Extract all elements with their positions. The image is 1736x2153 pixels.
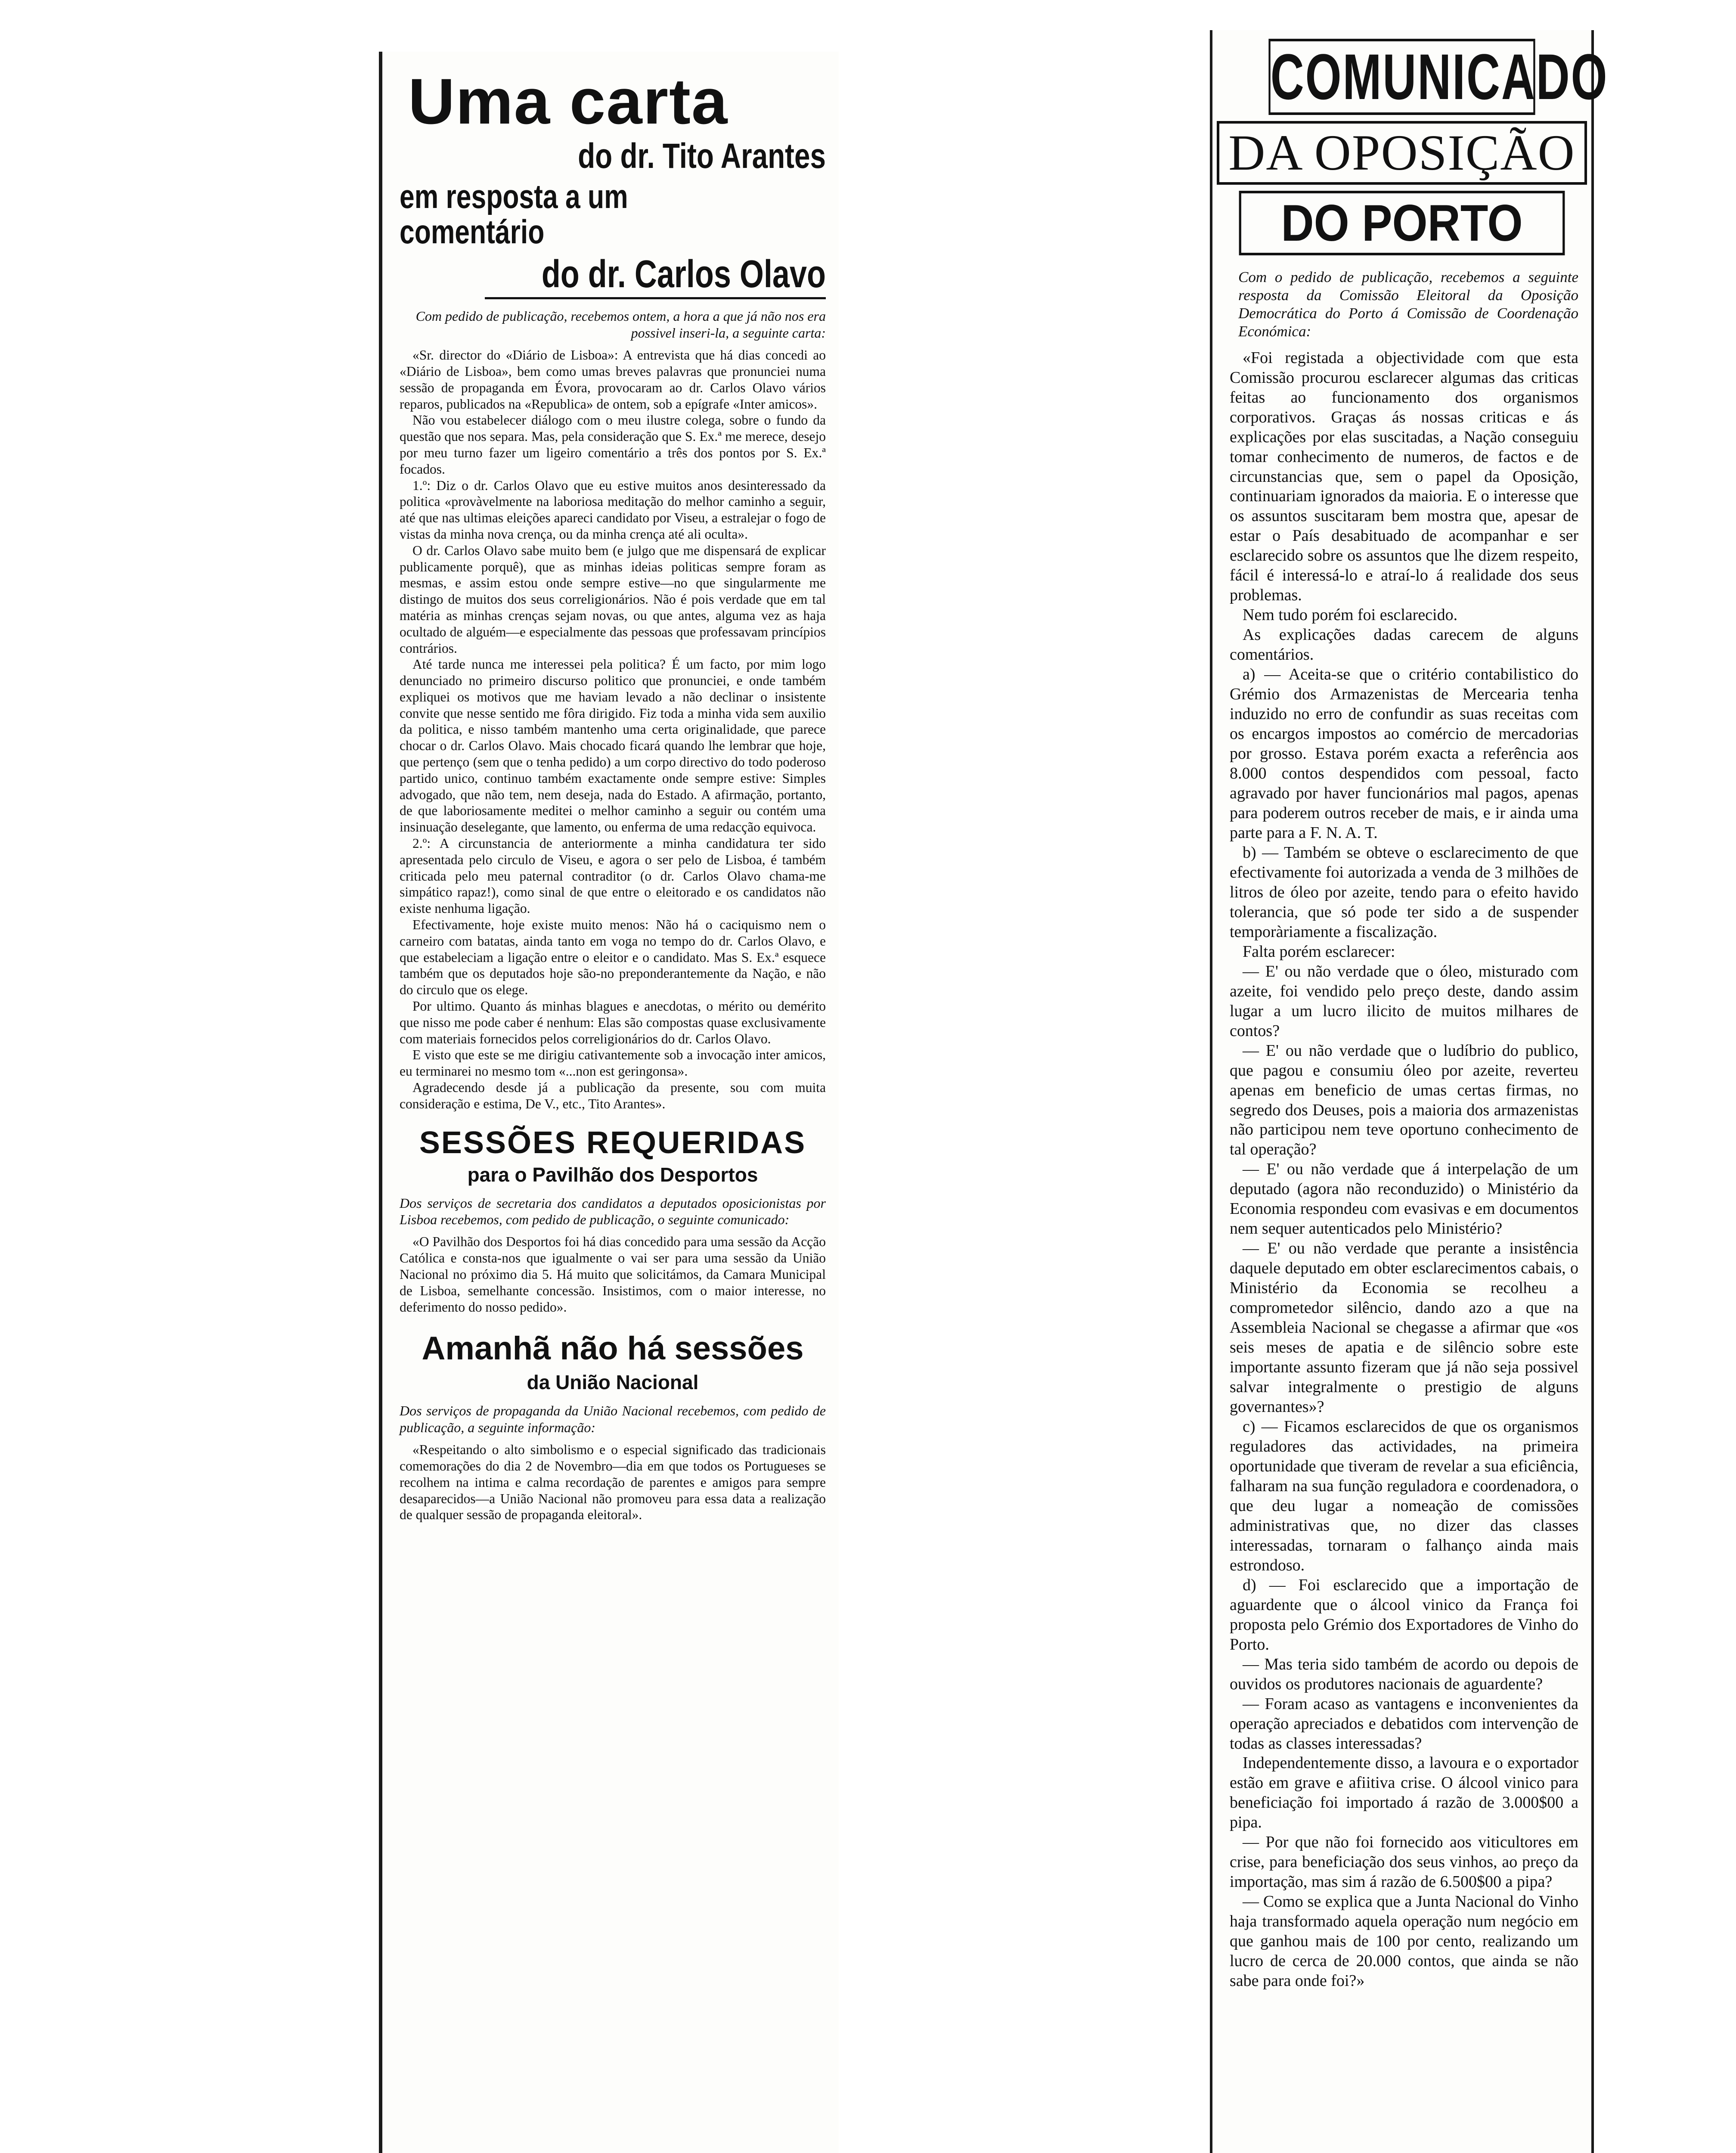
paragraph: Até tarde nunca me interessei pela politica? É um facto, por mim logo denunciado no primeiro discurso politico que pronunciei, e onde também expliquei os motivos que me haviam levado a não declinar o insistente convite que nesse sentido me fôra dirigido. Fiz toda a minha vida sem auxilio da politica, e nisso também mantenho uma certa originalidade, que parece chocar o dr. Carlos Olavo. Mais chocado ficará quando lhe lembrar que hoje, que pertenço (sem que o tenha pedido) a um corpo directivo do todo poderoso partido unico, continuo também exactamente onde sempre estive: Simples advogado, que não tem, nem deseja, nada do Estado. A afirmação, portanto, de que laboriosamente meditei o melhor caminho a seguir ou contém uma insinuação deselegante, que lamento, ou enferma de uma redacção equivoca. bbox=[400, 657, 826, 835]
left-clipping bbox=[379, 52, 839, 2153]
amanha-title: Amanhã não há sessões bbox=[422, 1330, 804, 1367]
paragraph: As explicações dadas carecem de alguns comentários. bbox=[1230, 626, 1578, 664]
left-article-title: Uma carta bbox=[408, 65, 728, 137]
paragraph: E visto que este se me dirigiu cativantemente sob a invocação inter amicos, eu terminarei no mesmo tom «...non est geringonsa». bbox=[400, 1047, 826, 1079]
paragraph: Não vou estabelecer diálogo com o meu ilustre colega, sobre o fundo da questão que nos separa. Mas, pela consideração que S. Ex.ª me merece, desejo por meu turno fazer um ligeiro comentário a três dos pontos por S. Ex.ª focados. bbox=[400, 413, 826, 477]
paragraph: — E' ou não verdade que o ludíbrio do publico, que pagou e consumiu óleo por azeite, reverteu apenas em beneficio de umas certas firmas, no segredo dos Deuses, pois a maioria dos armazenistas não participou nem teve oportuno conhecimento de tal operação? bbox=[1230, 1041, 1578, 1159]
left-article-body bbox=[400, 347, 826, 1112]
right-article-title-2: DA OPOSIÇÃO bbox=[1217, 121, 1587, 185]
paragraph: b) — Também se obteve o esclarecimento de que efectivamente foi autorizada a venda de 3 milhões de litros de óleo por azeite, tendo para o efeito havido tolerancia, que só pode ter sido a de suspender temporàriamente a fiscalização. bbox=[1230, 843, 1578, 941]
right-article-title-1: COMUNICADO bbox=[1268, 39, 1535, 115]
paragraph: — E' ou não verdade que perante a insistência daquele deputado em obter esclarecimentos cabais, o Ministério da Economia se recolheu a comprometedor silêncio, dando azo a que na Assembleia Nacional se chegasse a afirmar que «os seis meses de apatia e de silêncio sobre este importante assunto fizeram que já não seja possivel salvar integralmente o prestigio de alguns governantes»? bbox=[1230, 1239, 1578, 1416]
paragraph: 2.º: A circunstancia de anteriormente a minha candidatura ter sido apresentada pelo circulo de Viseu, e agora o ser pelo de Lisboa, é também criticada pelo meu paternal contraditor (o dr. Carlos Olavo chama-me simpático rapaz!), como sinal de que entre o eleitorado e os candidatos não existe nenhuma ligação. bbox=[400, 836, 826, 916]
right-article-title-3: DO PORTO bbox=[1239, 191, 1565, 255]
left-article-subtitle-1: do dr. Tito Arantes bbox=[578, 137, 826, 176]
paragraph: Por ultimo. Quanto ás minhas blagues e anecdotas, o mérito ou demérito que nisso me pode caber é nenhum: Elas são compostas quase exclusivamente com materiais fornecidos pelos correligionários do dr. Carlos Olavo. bbox=[400, 999, 826, 1046]
amanha-subtitle: da União Nacional bbox=[527, 1371, 699, 1394]
paragraph: d) — Foi esclarecido que a importação de aguardente que o álcool vinico da França foi proposta pelo Grémio dos Exportadores de Vinho do Porto. bbox=[1230, 1576, 1578, 1654]
amanha-body bbox=[400, 1442, 826, 1523]
amanha-intro: Dos serviços de propaganda da União Nacional recebemos, com pedido de publicação, a seguinte informação: bbox=[400, 1403, 826, 1435]
paragraph: «Respeitando o alto simbolismo e o especial significado das tradicionais comemorações do dia 2 de Novembro—dia em que todos os Portugueses se recolhem na intima e calma recordação de parentes e amigos para sempre desaparecidos—a União Nacional não promoveu para essa data a realização de qualquer sessão de propaganda eleitoral». bbox=[400, 1442, 826, 1523]
left-article bbox=[400, 52, 826, 1523]
left-article-subtitle-2: em resposta a um comentário bbox=[400, 177, 628, 251]
paragraph: — Como se explica que a Junta Nacional do Vinho haja transformado aquela operação num negócio em que ganhou mais de 100 por cento, realizando um lucro de cerca de 20.000 contos, que ainda se não sabe para onde foi?» bbox=[1230, 1892, 1578, 1990]
paragraph: — Foram acaso as vantagens e inconvenientes da operação apreciados e debatidos com intervenção de todas as classes interessadas? bbox=[1230, 1694, 1578, 1753]
left-article-subtitle-3: do dr. Carlos Olavo bbox=[485, 254, 826, 300]
paragraph: c) — Ficamos esclarecidos de que os organismos reguladores das actividades, na primeira oportunidade que tiveram de revelar a sua eficiência, falharam na sua função reguladora e coordenadora, o que deu lugar a nomeação de comissões administrativas que, no dizer das classes interessadas, tornaram o falhanço ainda mais estrondoso. bbox=[1230, 1418, 1578, 1574]
paragraph: Nem tudo porém foi esclarecido. bbox=[1243, 606, 1458, 624]
sessoes-title: SESSÕES REQUERIDAS bbox=[419, 1125, 806, 1160]
right-clipping bbox=[1210, 30, 1609, 2153]
sessoes-body bbox=[400, 1234, 826, 1315]
paragraph: — E' ou não verdade que o óleo, misturado com azeite, foi vendido pelo preço deste, dando assim lugar a um lucro ilicito de muitos milhares de contos? bbox=[1230, 962, 1578, 1040]
paragraph: Efectivamente, hoje existe muito menos: Não há o caciquismo nem o carneiro com batatas, ainda tanto em voga no tempo do dr. Carlos Olavo, e que estabeleciam a ligação entre o eleitor e o candidato. Mas S. Ex.ª esquece também que os deputados hoje são-no preponderantemente da Nação, e não do circulo que os elege. bbox=[400, 917, 826, 998]
paragraph: a) — Aceita-se que o critério contabilistico do Grémio dos Armazenistas de Mercearia tenha induzido no erro de confundir as suas receitas com os encargos impostos ao comércio de mercadorias por grosso. Estava porém exacta a referência aos 8.000 contos despendidos com pessoal, facto agravado por haver funcionários mal pagos, apenas para poderem outros receber de mais, e ir ainda uma parte para a F. N. A. T. bbox=[1230, 665, 1578, 842]
right-article-intro: Com o pedido de publicação, recebemos a seguinte resposta da Comissão Eleitoral da Oposição Democrática do Porto á Comissão de Coordenação Económica: bbox=[1238, 268, 1578, 340]
paragraph: O dr. Carlos Olavo sabe muito bem (e julgo que me dispensará de explicar publicamente porquê), que as minhas ideias politicas sempre foram as mesmas, e assim estou onde sempre estive—no que singularmente me distingo de muitos dos seus correligionários. Não é pois verdade que em tal matéria as minhas crenças sejam novas, ou que antes, alguma vez as haja ocultado de alguém—e especialmente das pessoas que professavam princípios contrários. bbox=[400, 543, 826, 656]
paragraph: — E' ou não verdade que á interpelação de um deputado (agora não reconduzido) o Ministério da Economia respondeu com evasivas e em documentos nem sequer autenticados pelo Ministério? bbox=[1230, 1160, 1578, 1238]
paragraph: Agradecendo desde já a publicação da presente, sou com muita consideração e estima, De V., etc., Tito Arantes». bbox=[400, 1080, 826, 1111]
sessoes-intro: Dos serviços de secretaria dos candidatos a deputados oposicionistas por Lisboa recebemos, com pedido de publicação, o seguinte comunicado: bbox=[400, 1195, 826, 1227]
right-article-body bbox=[1230, 348, 1578, 1991]
paragraph: — Mas teria sido também de acordo ou depois de ouvidos os produtores nacionais de aguardente? bbox=[1230, 1655, 1578, 1693]
left-article-intro: Com pedido de publicação, recebemos ontem, a hora a que já não nos era possivel inseri-la, a seguinte carta: bbox=[415, 308, 826, 341]
paragraph: Falta porém esclarecer: bbox=[1243, 942, 1395, 961]
paragraph: «O Pavilhão dos Desportos foi há dias concedido para uma sessão da Acção Católica e consta-nos que igualmente o vai ser para uma sessão da União Nacional no próximo dia 5. Há muito que solicitámos, da Camara Municipal de Lisboa, semelhante concessão. Insistimos, com o maior interesse, no deferimento do nosso pedido». bbox=[400, 1234, 826, 1315]
paragraph: «Sr. director do «Diário de Lisboa»: A entrevista que há dias concedi ao «Diário de Lisboa», bem como umas breves palavras que pronunciei numa sessão de propaganda em Évora, provocaram ao dr. Carlos Olavo vários reparos, publicados na «Republica» de ontem, sob a epígrafe «Inter amicos». bbox=[400, 347, 826, 412]
paragraph: «Foi registada a objectividade com que esta Comissão procurou esclarecer algumas das criticas feitas ao funcionamento dos organismos corporativos. Graças ás nossas criticas e ás explicações por elas suscitadas, a Nação conseguiu tomar conhecimento de numeros, de factos e de circunstancias que, sem o papel da Oposição, continuariam ignorados da maioria. E o interesse que os assuntos suscitaram bem mostra que, apesar de estar o País desabituado de acompanhar e ser esclarecido sobre os assuntos que lhe dizem respeito, fácil é interessá-lo e atraí-lo á realidade dos seus problemas. bbox=[1230, 348, 1578, 605]
paragraph: — Por que não foi fornecido aos viticultores em crise, para beneficiação dos seus vinhos, ao preço da importação, mas sim á razão de 6.500$00 a pipa? bbox=[1230, 1833, 1578, 1891]
sessoes-subtitle: para o Pavilhão dos Desportos bbox=[467, 1163, 758, 1186]
paragraph: 1.º: Diz o dr. Carlos Olavo que eu estive muitos anos desinteressado da politica «provàvelmente na laboriosa meditação do melhor caminho a seguir, até que nas ultimas eleições apareci candidato por Viseu, a estralejar o fogo de vistas da minha nova crença, ou da minha crença até ali oculta». bbox=[400, 478, 826, 542]
paragraph: Independentemente disso, a lavoura e o exportador estão em grave e afiitiva crise. O álcool vinico para beneficiação foi importado á razão de 3.000$00 a pipa. bbox=[1230, 1754, 1578, 1832]
